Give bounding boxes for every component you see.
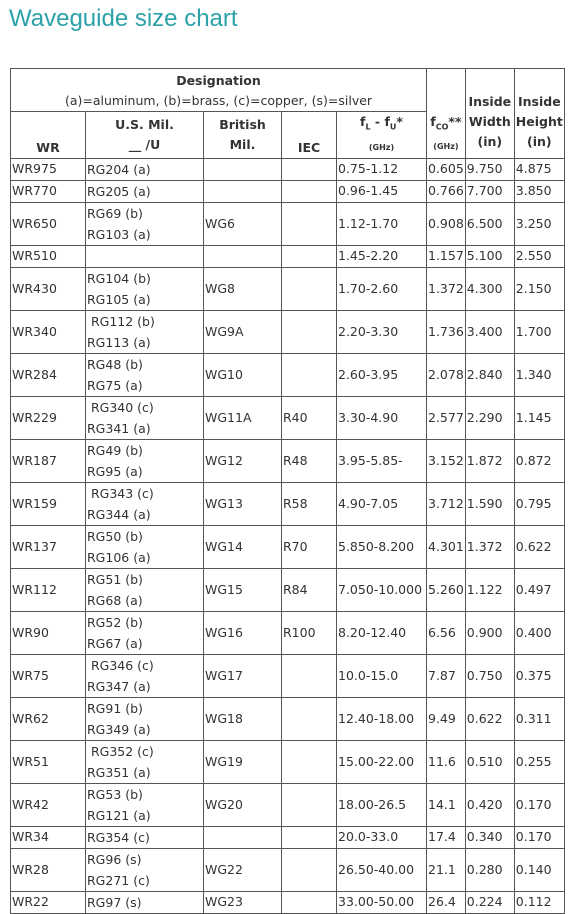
iec-cell: R40	[282, 396, 337, 439]
inside-height-cell: 0.622	[514, 525, 564, 568]
wr-cell: WR34	[11, 826, 86, 848]
inside-height-cell: 0.170	[514, 826, 564, 848]
inside-height-cell: 0.140	[514, 848, 564, 891]
usmil-designation: RG51 (b)	[87, 571, 143, 587]
table-row	[11, 439, 565, 482]
iec-cell	[282, 697, 337, 740]
freq-range-cell: 3.30-4.90	[337, 396, 427, 439]
iec-header	[282, 112, 337, 159]
freq-range-cell: 12.40-18.00	[337, 697, 427, 740]
table-body	[11, 158, 565, 913]
iec-cell: R100	[282, 611, 337, 654]
wr-cell: WR62	[11, 697, 86, 740]
wr-cell: WR22	[11, 891, 86, 913]
usmil-designation: RG271 (c)	[87, 872, 150, 888]
usmil-designation: RG52 (b)	[87, 614, 143, 630]
usmil-cell	[86, 740, 204, 783]
freq-header-label: $f_L - f_U*$	[360, 114, 403, 132]
freq-range-cell: 1.12-1.70	[337, 202, 427, 245]
inside-height-cell: 3.850	[514, 180, 564, 202]
inside-width-cell: 3.400	[465, 310, 514, 353]
usmil-designation: RG103 (a)	[87, 226, 151, 242]
inside-width-cell: 0.750	[465, 654, 514, 697]
british-cell: WG22	[204, 848, 282, 891]
iec-cell	[282, 180, 337, 202]
usmil-designation: RG121 (a)	[87, 807, 151, 823]
header-row-designation	[11, 69, 565, 112]
freq-range-cell: 5.850-8.200	[337, 525, 427, 568]
wr-cell: WR975	[11, 158, 86, 180]
freq-range-cell: 0.96-1.45	[337, 180, 427, 202]
usmil-designation: RG113 (a)	[87, 334, 151, 350]
table-row	[11, 740, 565, 783]
fco-cell: 1.372	[427, 267, 466, 310]
wr-cell: WR137	[11, 525, 86, 568]
usmil-cell	[86, 396, 204, 439]
usmil-cell	[86, 158, 204, 180]
usmil-designation: RG95 (a)	[87, 463, 143, 479]
inside-height-cell: 0.311	[514, 697, 564, 740]
fco-cell: 0.605	[427, 158, 466, 180]
table-row	[11, 826, 565, 848]
fco-cell: 7.87	[427, 654, 466, 697]
inside-height-cell: 0.872	[514, 439, 564, 482]
inside-height-cell: 2.150	[514, 267, 564, 310]
width-header-line2: Width	[468, 113, 511, 129]
wr-cell: WR159	[11, 482, 86, 525]
usmil-designation: RG97 (s)	[87, 894, 142, 910]
usmil-cell	[86, 245, 204, 267]
designation-title: Designation	[176, 72, 261, 88]
freq-range-cell: 2.20-3.30	[337, 310, 427, 353]
iec-cell	[282, 158, 337, 180]
fco-cell: 21.1	[427, 848, 466, 891]
iec-cell: R58	[282, 482, 337, 525]
usmil-designation: RG112 (b)	[87, 313, 155, 329]
usmil-designation: RG349 (a)	[87, 721, 151, 737]
width-header	[465, 112, 514, 159]
british-cell: WG6	[204, 202, 282, 245]
usmil-designation: RG352 (c)	[87, 743, 154, 759]
table-row	[11, 525, 565, 568]
inside-height-cell: 0.497	[514, 568, 564, 611]
inside-width-cell: 1.372	[465, 525, 514, 568]
usmil-designation: RG91 (b)	[87, 700, 143, 716]
british-cell: WG16	[204, 611, 282, 654]
fco-cell: 3.712	[427, 482, 466, 525]
usmil-designation: RG344 (a)	[87, 506, 151, 522]
fco-cell: 26.4	[427, 891, 466, 913]
usmil-cell	[86, 826, 204, 848]
inside-height-cell: 3.250	[514, 202, 564, 245]
inside-width-cell: 7.700	[465, 180, 514, 202]
inside-width-cell: 0.340	[465, 826, 514, 848]
british-cell: WG20	[204, 783, 282, 826]
wr-cell: WR229	[11, 396, 86, 439]
iec-cell	[282, 740, 337, 783]
freq-range-cell: 33.00-50.00	[337, 891, 427, 913]
iec-cell	[282, 310, 337, 353]
inside-width-cell: 6.500	[465, 202, 514, 245]
table-row	[11, 848, 565, 891]
table-row	[11, 611, 565, 654]
inside-width-cell: 5.100	[465, 245, 514, 267]
usmil-designation: RG50 (b)	[87, 528, 143, 544]
fco-cell: 6.56	[427, 611, 466, 654]
table-row	[11, 353, 565, 396]
fco-header-top	[427, 69, 466, 112]
freq-range-cell: 26.50-40.00	[337, 848, 427, 891]
british-cell: WG11A	[204, 396, 282, 439]
british-cell: WG19	[204, 740, 282, 783]
header-row-columns	[11, 112, 565, 159]
usmil-cell	[86, 180, 204, 202]
wr-cell: WR42	[11, 783, 86, 826]
usmil-cell	[86, 848, 204, 891]
british-cell: WG10	[204, 353, 282, 396]
usmil-header-line1: U.S. Mil.	[115, 116, 174, 132]
wr-cell: WR90	[11, 611, 86, 654]
british-cell	[204, 245, 282, 267]
usmil-cell	[86, 310, 204, 353]
freq-range-cell: 4.90-7.05	[337, 482, 427, 525]
usmil-cell	[86, 202, 204, 245]
usmil-cell	[86, 439, 204, 482]
designation-header	[11, 69, 427, 112]
inside-width-cell: 9.750	[465, 158, 514, 180]
wr-cell: WR112	[11, 568, 86, 611]
wr-cell: WR51	[11, 740, 86, 783]
usmil-designation: RG346 (c)	[87, 657, 154, 673]
inside-height-cell: 0.400	[514, 611, 564, 654]
fco-header-unit: (GHz)	[433, 142, 459, 152]
usmil-cell	[86, 654, 204, 697]
usmil-designation: RG96 (s)	[87, 851, 142, 867]
height-header	[514, 112, 564, 159]
inside-height-cell: 0.795	[514, 482, 564, 525]
inside-width-cell: 1.590	[465, 482, 514, 525]
usmil-cell	[86, 568, 204, 611]
inside-width-cell: 0.224	[465, 891, 514, 913]
freq-range-cell: 7.050-10.000	[337, 568, 427, 611]
british-cell: WG12	[204, 439, 282, 482]
usmil-designation: RG205 (a)	[87, 183, 151, 199]
table-row	[11, 310, 565, 353]
usmil-designation: RG53 (b)	[87, 786, 143, 802]
freq-range-cell: 3.95-5.85-	[337, 439, 427, 482]
wr-cell: WR187	[11, 439, 86, 482]
table-row	[11, 482, 565, 525]
wr-cell: WR650	[11, 202, 86, 245]
fco-cell: 4.301	[427, 525, 466, 568]
usmil-cell	[86, 267, 204, 310]
inside-height-cell: 1.340	[514, 353, 564, 396]
iec-cell: R70	[282, 525, 337, 568]
inside-width-cell: 1.122	[465, 568, 514, 611]
wr-header-label: WR	[36, 139, 60, 155]
freq-range-cell: 15.00-22.00	[337, 740, 427, 783]
wr-cell: WR770	[11, 180, 86, 202]
inside-width-cell: 0.622	[465, 697, 514, 740]
wr-cell: WR75	[11, 654, 86, 697]
inside-width-cell: 2.290	[465, 396, 514, 439]
british-cell: WG8	[204, 267, 282, 310]
freq-range-cell: 1.45-2.20	[337, 245, 427, 267]
wr-cell: WR28	[11, 848, 86, 891]
british-header-line2: Mil.	[229, 136, 256, 152]
inside-height-cell: 0.255	[514, 740, 564, 783]
british-cell	[204, 158, 282, 180]
usmil-header-line2: __ /U	[128, 136, 161, 152]
british-cell: WG23	[204, 891, 282, 913]
fco-cell: 1.736	[427, 310, 466, 353]
british-cell: WG13	[204, 482, 282, 525]
inside-height-cell: 0.112	[514, 891, 564, 913]
iec-cell: R48	[282, 439, 337, 482]
width-header-line1: Inside	[468, 93, 512, 109]
inside-width-cell: 2.840	[465, 353, 514, 396]
fco-cell: 2.078	[427, 353, 466, 396]
height-header-unit: (in)	[527, 133, 552, 149]
inside-height-cell: 4.875	[514, 158, 564, 180]
fco-header-label: $f_{CO}**$	[430, 113, 462, 132]
usmil-cell	[86, 525, 204, 568]
inside-width-cell: 0.900	[465, 611, 514, 654]
iec-cell	[282, 848, 337, 891]
usmil-header	[86, 112, 204, 159]
fco-cell: 11.6	[427, 740, 466, 783]
inside-height-cell: 0.170	[514, 783, 564, 826]
freq-range-cell: 8.20-12.40	[337, 611, 427, 654]
table-row	[11, 245, 565, 267]
usmil-cell	[86, 353, 204, 396]
usmil-designation: RG341 (a)	[87, 420, 151, 436]
usmil-designation: RG343 (c)	[87, 485, 154, 501]
table-row	[11, 202, 565, 245]
inside-width-cell: 0.420	[465, 783, 514, 826]
usmil-designation: RG75 (a)	[87, 377, 143, 393]
fco-cell: 0.908	[427, 202, 466, 245]
inside-height-cell: 0.375	[514, 654, 564, 697]
usmil-designation: RG347 (a)	[87, 678, 151, 694]
freq-header-unit: (GHz)	[368, 142, 395, 152]
fco-cell: 2.577	[427, 396, 466, 439]
height-header-top	[514, 69, 564, 112]
usmil-designation: RG204 (a)	[87, 161, 151, 177]
wr-cell: WR510	[11, 245, 86, 267]
usmil-cell	[86, 611, 204, 654]
freq-range-cell: 20.0-33.0	[337, 826, 427, 848]
usmil-cell	[86, 783, 204, 826]
usmil-designation: RG49 (b)	[87, 442, 143, 458]
page-title: Waveguide size chart	[9, 5, 238, 32]
table-row	[11, 654, 565, 697]
freq-range-cell: 10.0-15.0	[337, 654, 427, 697]
inside-height-cell: 2.550	[514, 245, 564, 267]
fco-cell: 1.157	[427, 245, 466, 267]
table-row	[11, 158, 565, 180]
table-row	[11, 568, 565, 611]
iec-cell	[282, 245, 337, 267]
usmil-designation: RG69 (b)	[87, 205, 143, 221]
iec-cell	[282, 353, 337, 396]
fco-cell: 5.260	[427, 568, 466, 611]
width-header-top	[465, 69, 514, 112]
british-cell: WG14	[204, 525, 282, 568]
usmil-designation: RG351 (a)	[87, 764, 151, 780]
freq-range-cell: 0.75-1.12	[337, 158, 427, 180]
inside-height-cell: 1.145	[514, 396, 564, 439]
inside-width-cell: 1.872	[465, 439, 514, 482]
usmil-designation: RG68 (a)	[87, 592, 143, 608]
table-row	[11, 396, 565, 439]
iec-cell	[282, 783, 337, 826]
usmil-designation: RG106 (a)	[87, 549, 151, 565]
freq-range-cell: 1.70-2.60	[337, 267, 427, 310]
british-cell	[204, 826, 282, 848]
iec-header-label: IEC	[297, 139, 321, 155]
inside-width-cell: 0.510	[465, 740, 514, 783]
waveguide-table	[10, 68, 565, 914]
iec-cell	[282, 202, 337, 245]
iec-cell: R84	[282, 568, 337, 611]
inside-width-cell: 4.300	[465, 267, 514, 310]
usmil-designation: RG48 (b)	[87, 356, 143, 372]
usmil-designation: RG340 (c)	[87, 399, 154, 415]
table-row	[11, 697, 565, 740]
inside-height-cell: 1.700	[514, 310, 564, 353]
height-header-line2: Height	[515, 113, 563, 129]
british-cell	[204, 180, 282, 202]
freq-range-cell: 18.00-26.5	[337, 783, 427, 826]
british-header	[204, 112, 282, 159]
height-header-line1: Inside	[517, 93, 561, 109]
british-cell: WG17	[204, 654, 282, 697]
wr-cell: WR284	[11, 353, 86, 396]
inside-width-cell: 0.280	[465, 848, 514, 891]
usmil-designation: RG104 (b)	[87, 270, 151, 286]
british-cell: WG9A	[204, 310, 282, 353]
usmil-cell	[86, 697, 204, 740]
fco-header	[427, 112, 466, 159]
width-header-unit: (in)	[477, 133, 503, 149]
iec-cell	[282, 826, 337, 848]
british-cell: WG18	[204, 697, 282, 740]
wr-cell: WR430	[11, 267, 86, 310]
wr-header	[11, 112, 86, 159]
fco-cell: 9.49	[427, 697, 466, 740]
iec-cell	[282, 654, 337, 697]
table-row	[11, 180, 565, 202]
freq-header	[337, 112, 427, 159]
usmil-designation: RG67 (a)	[87, 635, 143, 651]
british-cell: WG15	[204, 568, 282, 611]
materials-note: (a)=aluminum, (b)=brass, (c)=copper, (s)=silver	[64, 92, 373, 108]
usmil-cell	[86, 482, 204, 525]
fco-cell: 0.766	[427, 180, 466, 202]
usmil-designation: RG105 (a)	[87, 291, 151, 307]
wr-cell: WR340	[11, 310, 86, 353]
table-row	[11, 267, 565, 310]
fco-cell: 3.152	[427, 439, 466, 482]
iec-cell	[282, 267, 337, 310]
usmil-designation: RG354 (c)	[87, 829, 150, 845]
fco-cell: 17.4	[427, 826, 466, 848]
freq-range-cell: 2.60-3.95	[337, 353, 427, 396]
fco-cell: 14.1	[427, 783, 466, 826]
table-row	[11, 783, 565, 826]
british-header-line1: British	[219, 116, 266, 132]
